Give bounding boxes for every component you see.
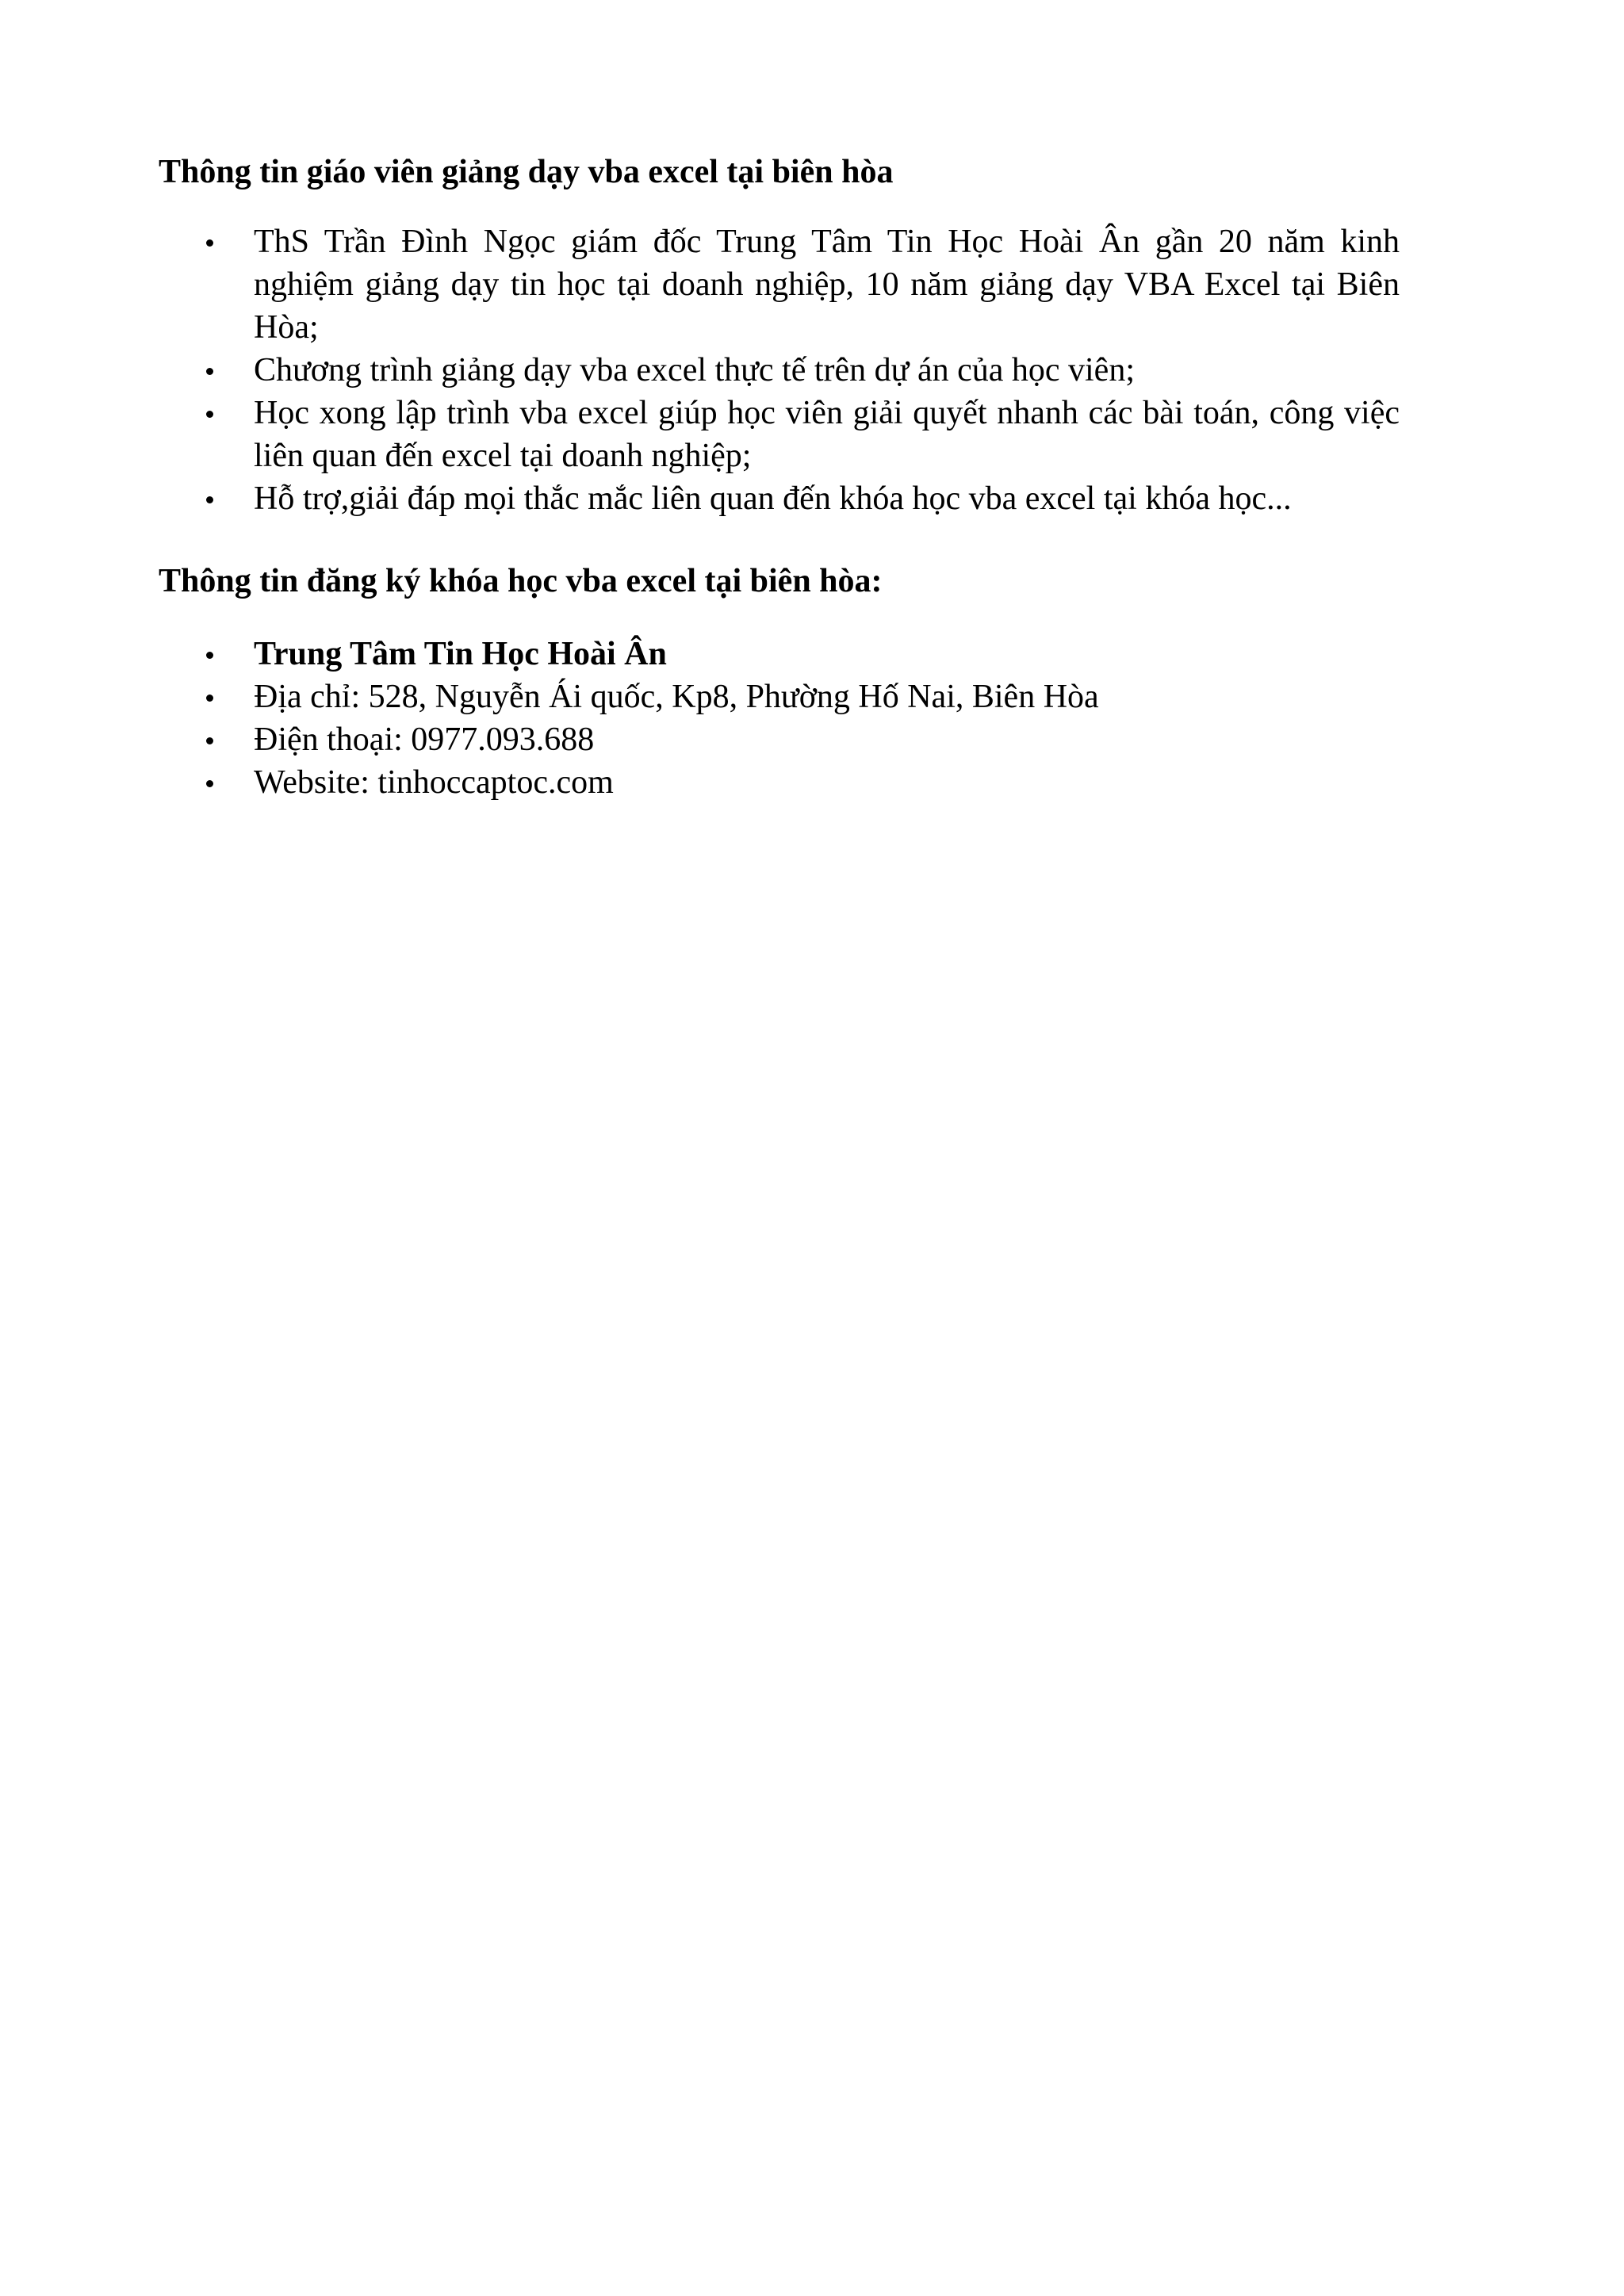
bullet-icon [206,496,213,503]
bullet-icon [206,652,213,659]
list-item-address [159,675,1400,718]
bullet-icon [206,695,213,702]
bullet-icon [206,239,213,247]
document-page [159,151,1400,804]
list-item-center-name [159,633,1400,675]
list-item [159,349,1400,392]
list-item-text: ThS Trần Đình Ngọc giám đốc Trung Tâm Tin Học Hoài Ân gần 20 năm kinh nghiệm giảng dạy tin học tại doanh nghiệp, 10 năm giảng dạy VBA Excel tại Biên Hòa; [254,224,1400,346]
teacher-info-heading: Thông tin giáo viên giảng dạy vba excel tại biên hòa [159,154,894,190]
list-item [159,220,1400,349]
bullet-icon [206,737,213,744]
registration-info-heading: Thông tin đăng ký khóa học vba excel tại biên hòa: [159,563,883,599]
list-item-website [159,761,1400,804]
bullet-icon [206,411,213,418]
address-text: Địa chỉ: 528, Nguyễn Ái quốc, Kp8, Phường Hố Nai, Biên Hòa [254,679,1099,715]
list-item [159,392,1400,477]
list-item-text: Hỗ trợ,giải đáp mọi thắc mắc liên quan đến khóa học vba excel tại khóa học... [254,480,1292,517]
bullet-icon [206,780,213,787]
website-text: Website: tinhoccaptoc.com [254,764,614,801]
list-item [159,477,1400,520]
list-item-phone [159,718,1400,761]
list-item-text: Chương trình giảng dạy vba excel thực tế trên dự án của học viên; [254,352,1135,388]
center-name: Trung Tâm Tin Học Hoài Ân [254,636,667,672]
phone-text: Điện thoại: 0977.093.688 [254,721,595,758]
list-item-text: Học xong lập trình vba excel giúp học viên giải quyết nhanh các bài toán, công việc liên quan đến excel tại doanh nghiệp; [254,395,1400,474]
bullet-icon [206,368,213,375]
registration-info-list [159,633,1400,804]
teacher-info-list [159,220,1400,520]
